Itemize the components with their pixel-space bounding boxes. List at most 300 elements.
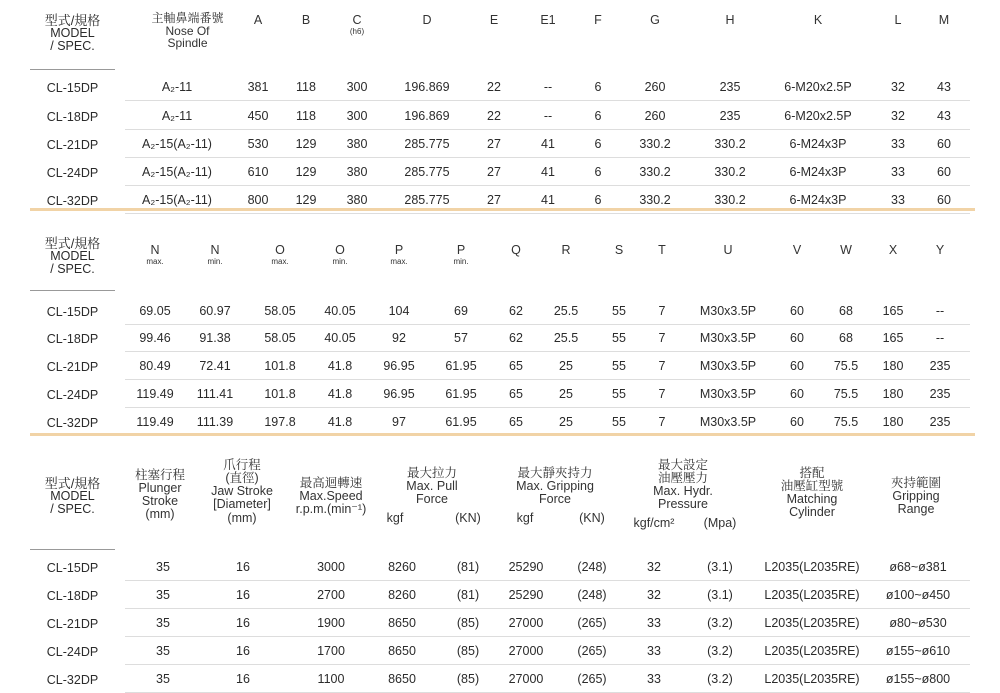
row-separator xyxy=(125,129,970,130)
table-cell: 101.8 xyxy=(264,387,296,401)
table-cell: 61.95 xyxy=(445,415,477,429)
table-cell: 1700 xyxy=(317,644,345,658)
table-cell: 33 xyxy=(647,672,661,686)
row-separator xyxy=(125,351,970,352)
model-header-en2: / SPEC. xyxy=(50,501,95,516)
table-cell: 111.41 xyxy=(196,387,234,401)
table-cell: 27000 xyxy=(508,616,544,630)
table-cell: 27 xyxy=(487,137,501,151)
column-header xyxy=(688,244,768,257)
model-name: CL-24DP xyxy=(46,166,99,180)
table-cell: 235 xyxy=(719,109,741,123)
table-cell: A₂-11 xyxy=(161,80,193,94)
table-cell: M30x3.5P xyxy=(699,304,757,318)
table-cell: 25 xyxy=(559,387,573,401)
table-cell: 75.5 xyxy=(833,387,859,401)
table-cell: 6-M24x3P xyxy=(789,137,847,151)
model-name: CL-32DP xyxy=(46,194,99,208)
table-cell: 55 xyxy=(612,331,626,345)
column-header-label: X xyxy=(888,243,898,257)
table-cell: 55 xyxy=(612,387,626,401)
column-header-label: E xyxy=(489,13,499,27)
section-divider-2 xyxy=(30,433,975,436)
column-header-label: K xyxy=(813,13,823,27)
column-header xyxy=(900,244,980,257)
column-header-label: C xyxy=(352,13,362,27)
table-cell: 165 xyxy=(882,304,904,318)
column-header xyxy=(904,14,984,27)
column-header-sub: min. xyxy=(207,257,223,267)
table-cell: 330.2 xyxy=(714,137,746,151)
column-header: 爪行程 (直徑) Jaw Stroke [Diameter] (mm) xyxy=(211,458,273,525)
spec-table-section-2 xyxy=(0,215,1000,437)
column-header-sub: max. xyxy=(271,257,289,267)
header-divider xyxy=(30,290,115,291)
table-cell: 60.97 xyxy=(199,304,231,318)
table-cell: 62 xyxy=(509,331,523,345)
header-nose-en1: Nose Of xyxy=(165,23,210,38)
table-cell: A₂-15(A₂-11) xyxy=(142,165,212,179)
row-separator xyxy=(125,157,970,158)
model-header-en1: MODEL xyxy=(50,249,95,263)
column-header-label: P xyxy=(394,243,404,257)
table-cell: 380 xyxy=(346,165,368,179)
table-cell: 196.869 xyxy=(404,80,450,94)
column-header-sub: (h6) xyxy=(349,27,365,37)
model-name: CL-21DP xyxy=(46,617,99,631)
table-cell: 33 xyxy=(891,165,905,179)
table-cell: 60 xyxy=(790,415,804,429)
spec-table-section-1 xyxy=(0,0,1000,213)
model-header-zh: 型式/規格 xyxy=(44,236,101,251)
table-cell: 55 xyxy=(612,415,626,429)
table-cell: 35 xyxy=(156,588,170,602)
table-cell: 69 xyxy=(454,304,468,318)
column-header-label: D xyxy=(422,13,432,27)
column-header-label: P xyxy=(456,243,466,257)
column-header: 柱塞行程 Plunger Stroke (mm) xyxy=(134,468,185,522)
table-cell: 32 xyxy=(647,560,661,574)
table-cell: 22 xyxy=(487,80,501,94)
column-header-label: W xyxy=(840,243,852,257)
table-cell: 16 xyxy=(236,672,250,686)
table-cell: 7 xyxy=(658,331,666,345)
table-cell: (85) xyxy=(456,616,480,630)
column-header: (Mpa) xyxy=(703,516,737,530)
table-cell: M30x3.5P xyxy=(699,359,757,373)
column-header-sub: min. xyxy=(453,257,469,267)
column-header-sub: max. xyxy=(146,257,164,267)
table-cell: 330.2 xyxy=(714,193,746,207)
table-cell: 43 xyxy=(937,80,951,94)
table-cell: (85) xyxy=(456,672,480,686)
table-cell: 32 xyxy=(891,109,905,123)
table-cell: 65 xyxy=(509,359,523,373)
table-cell: ø155~ø610 xyxy=(885,644,951,658)
column-header-sub: max. xyxy=(390,257,408,267)
table-cell: 32 xyxy=(647,588,661,602)
table-cell: 330.2 xyxy=(639,165,671,179)
table-cell: 610 xyxy=(247,165,269,179)
table-cell: 180 xyxy=(882,359,904,373)
table-cell: 8650 xyxy=(388,616,416,630)
column-header: kgf/cm² xyxy=(633,516,675,530)
table-cell: 60 xyxy=(790,331,804,345)
table-cell: (81) xyxy=(456,560,480,574)
model-spec-header-2 xyxy=(30,237,115,275)
row-separator xyxy=(125,580,970,581)
model-header-en1: MODEL xyxy=(50,489,95,503)
table-cell: 8650 xyxy=(388,644,416,658)
header-divider xyxy=(30,549,115,550)
table-cell: 25 xyxy=(559,359,573,373)
table-cell: 119.49 xyxy=(136,387,174,401)
table-cell: 6-M20x2.5P xyxy=(784,109,852,123)
column-header xyxy=(317,14,397,37)
table-cell: 55 xyxy=(612,304,626,318)
spec-table-section-3 xyxy=(0,437,1000,692)
table-cell: 6-M24x3P xyxy=(789,193,847,207)
column-header: kgf xyxy=(516,511,534,525)
table-cell: 60 xyxy=(937,193,951,207)
row-separator xyxy=(125,608,970,609)
column-header-label: O xyxy=(275,243,285,257)
table-cell: 300 xyxy=(346,80,368,94)
table-cell: 41.8 xyxy=(327,387,353,401)
column-header xyxy=(778,14,858,27)
table-cell: 61.95 xyxy=(445,387,477,401)
table-cell: 330.2 xyxy=(714,165,746,179)
table-cell: 75.5 xyxy=(833,359,859,373)
table-cell: 118 xyxy=(296,80,316,94)
table-cell: (248) xyxy=(577,588,607,602)
table-cell: 380 xyxy=(346,137,368,151)
table-cell: 60 xyxy=(790,304,804,318)
column-header: 最大設定 油壓壓力 Max. Hydr. Pressure xyxy=(653,458,713,512)
column-header-label: A xyxy=(253,13,263,27)
model-name: CL-18DP xyxy=(46,110,99,124)
table-cell: 41 xyxy=(541,193,555,207)
column-header xyxy=(690,14,770,27)
table-cell: 330.2 xyxy=(639,193,671,207)
row-separator xyxy=(125,213,970,214)
table-cell: 119.49 xyxy=(136,415,174,429)
table-cell: 285.775 xyxy=(404,165,450,179)
table-cell: 96.95 xyxy=(383,359,415,373)
table-cell: -- xyxy=(935,304,945,318)
table-cell: 7 xyxy=(658,387,666,401)
model-header-zh: 型式/規格 xyxy=(44,13,101,28)
row-separator xyxy=(125,100,970,101)
model-name: CL-21DP xyxy=(46,360,99,374)
model-name: CL-32DP xyxy=(46,673,99,687)
row-separator xyxy=(125,407,970,408)
table-cell: 165 xyxy=(882,331,904,345)
row-separator xyxy=(125,664,970,665)
column-header: kgf xyxy=(386,511,404,525)
table-cell: 3000 xyxy=(317,560,345,574)
column-header-label: L xyxy=(894,13,902,27)
table-cell: L2035(L2035RE) xyxy=(764,588,860,602)
table-cell: 61.95 xyxy=(445,359,477,373)
table-cell: 65 xyxy=(509,387,523,401)
table-cell: 180 xyxy=(882,387,904,401)
table-cell: 43 xyxy=(937,109,951,123)
table-cell: ø100~ø450 xyxy=(885,588,951,602)
column-header-label: N xyxy=(150,243,160,257)
table-cell: (3.2) xyxy=(707,672,733,686)
table-cell: 7 xyxy=(658,415,666,429)
table-cell: A₂-11 xyxy=(161,109,193,123)
table-cell: 27 xyxy=(487,165,501,179)
table-cell: 118 xyxy=(296,109,316,123)
model-name: CL-18DP xyxy=(46,332,99,346)
table-cell: 25 xyxy=(559,415,573,429)
table-cell: 60 xyxy=(790,359,804,373)
table-cell: 235 xyxy=(719,80,741,94)
header-nose-zh: 主軸鼻端番號 xyxy=(151,11,224,25)
column-header-label: S xyxy=(614,243,624,257)
table-cell: 41.8 xyxy=(327,359,353,373)
table-cell: 33 xyxy=(891,193,905,207)
table-cell: 25290 xyxy=(508,560,544,574)
table-cell: 41 xyxy=(541,165,555,179)
table-cell: 68 xyxy=(839,304,853,318)
table-cell: 60 xyxy=(790,387,804,401)
table-cell: A₂-15(A₂-11) xyxy=(142,137,212,151)
column-header-label: U xyxy=(723,243,733,257)
table-cell: 65 xyxy=(509,415,523,429)
header-divider xyxy=(30,69,115,70)
table-cell: 33 xyxy=(647,616,661,630)
table-cell: 57 xyxy=(454,331,468,345)
table-cell: 235 xyxy=(929,359,951,373)
table-cell: 8650 xyxy=(388,672,416,686)
table-cell: 380 xyxy=(346,193,368,207)
column-header: (KN) xyxy=(455,511,481,525)
table-cell: 27000 xyxy=(508,644,544,658)
table-cell: 69.05 xyxy=(139,304,171,318)
table-cell: (3.2) xyxy=(707,616,733,630)
table-cell: M30x3.5P xyxy=(699,387,757,401)
table-cell: 7 xyxy=(658,304,666,318)
table-cell: 35 xyxy=(156,672,170,686)
table-cell: 6-M24x3P xyxy=(789,165,847,179)
model-name: CL-24DP xyxy=(46,388,99,402)
table-cell: 6 xyxy=(594,165,602,179)
table-cell: 25290 xyxy=(508,588,544,602)
model-name: CL-24DP xyxy=(46,645,99,659)
row-separator xyxy=(125,636,970,637)
table-cell: L2035(L2035RE) xyxy=(764,560,860,574)
column-header: (KN) xyxy=(579,511,605,525)
table-cell: 101.8 xyxy=(264,359,296,373)
table-cell: ø68~ø381 xyxy=(889,560,947,574)
table-cell: 2700 xyxy=(317,588,345,602)
model-header-zh: 型式/規格 xyxy=(44,476,101,491)
table-cell: 196.869 xyxy=(404,109,450,123)
table-cell: (248) xyxy=(577,560,607,574)
table-cell: 16 xyxy=(236,644,250,658)
header-nose-en2: Spindle xyxy=(167,36,208,51)
table-cell: 32 xyxy=(891,80,905,94)
column-header-label: R xyxy=(561,243,571,257)
column-header-label: O xyxy=(335,243,345,257)
table-cell: 41 xyxy=(541,137,555,151)
table-cell: 25.5 xyxy=(553,331,579,345)
table-cell: L2035(L2035RE) xyxy=(764,644,860,658)
table-cell: 41.8 xyxy=(327,415,353,429)
table-cell: (3.1) xyxy=(707,588,733,602)
table-cell: 330.2 xyxy=(639,137,671,151)
column-header-label: F xyxy=(594,13,602,27)
table-cell: -- xyxy=(935,331,945,345)
column-header: 最高迴轉速 Max.Speed r.p.m.(min⁻¹) xyxy=(295,476,367,517)
table-cell: 91.38 xyxy=(199,331,231,345)
table-cell: ø155~ø800 xyxy=(885,672,951,686)
table-cell: 58.05 xyxy=(264,304,296,318)
table-cell: 104 xyxy=(388,304,410,318)
table-cell: 285.775 xyxy=(404,193,450,207)
table-cell: ø80~ø530 xyxy=(889,616,947,630)
table-cell: 27000 xyxy=(508,672,544,686)
table-cell: 33 xyxy=(891,137,905,151)
model-header-en2: / SPEC. xyxy=(50,261,95,276)
model-name: CL-32DP xyxy=(46,416,99,430)
table-cell: L2035(L2035RE) xyxy=(764,672,860,686)
table-cell: 235 xyxy=(929,415,951,429)
table-cell: 6-M20x2.5P xyxy=(784,80,852,94)
table-cell: 40.05 xyxy=(324,304,356,318)
table-cell: 800 xyxy=(247,193,269,207)
table-cell: -- xyxy=(543,80,553,94)
table-cell: 111.39 xyxy=(196,415,234,429)
table-cell: 60 xyxy=(937,165,951,179)
table-cell: 235 xyxy=(929,387,951,401)
table-cell: 530 xyxy=(247,137,269,151)
table-cell: 75.5 xyxy=(833,415,859,429)
model-name: CL-15DP xyxy=(46,305,99,319)
table-cell: 7 xyxy=(658,359,666,373)
table-cell: 58.05 xyxy=(264,331,296,345)
table-cell: 80.49 xyxy=(139,359,171,373)
table-cell: 97 xyxy=(392,415,406,429)
table-cell: 22 xyxy=(487,109,501,123)
table-cell: 16 xyxy=(236,616,250,630)
table-cell: M30x3.5P xyxy=(699,331,757,345)
table-cell: 35 xyxy=(156,560,170,574)
column-header-label: Y xyxy=(935,243,945,257)
table-cell: 381 xyxy=(247,80,269,94)
table-cell: (265) xyxy=(577,644,607,658)
table-cell: 96.95 xyxy=(383,387,415,401)
model-name: CL-15DP xyxy=(46,81,99,95)
column-header-label: B xyxy=(301,13,311,27)
column-header-label: M xyxy=(938,13,950,27)
column-header: 最大靜夾持力 Max. Gripping Force xyxy=(516,466,594,507)
table-cell: 99.46 xyxy=(139,331,171,345)
table-cell: 129 xyxy=(295,137,317,151)
table-cell: 68 xyxy=(839,331,853,345)
table-cell: 8260 xyxy=(388,560,416,574)
column-header-label: T xyxy=(658,243,666,257)
column-header: 最大拉力 Max. Pull Force xyxy=(406,466,458,507)
column-header-label: H xyxy=(725,13,735,27)
table-cell: (81) xyxy=(456,588,480,602)
row-separator xyxy=(125,185,970,186)
table-cell: (85) xyxy=(456,644,480,658)
table-cell: 33 xyxy=(647,644,661,658)
table-cell: 6 xyxy=(594,193,602,207)
column-header-label: E1 xyxy=(540,13,556,27)
table-cell: 62 xyxy=(509,304,523,318)
column-header-label: V xyxy=(792,243,802,257)
table-cell: 55 xyxy=(612,359,626,373)
table-cell: 129 xyxy=(295,193,317,207)
table-cell: 450 xyxy=(247,109,269,123)
model-header-en1: MODEL xyxy=(50,26,95,40)
column-header-label: G xyxy=(650,13,660,27)
table-cell: 6 xyxy=(594,109,602,123)
table-cell: 6 xyxy=(594,137,602,151)
model-name: CL-18DP xyxy=(46,589,99,603)
table-cell: 300 xyxy=(346,109,368,123)
table-cell: 60 xyxy=(937,137,951,151)
column-header-label: Q xyxy=(511,243,521,257)
table-cell: 1100 xyxy=(317,672,345,686)
table-cell: 180 xyxy=(882,415,904,429)
model-name: CL-21DP xyxy=(46,138,99,152)
table-cell: 40.05 xyxy=(324,331,356,345)
table-cell: L2035(L2035RE) xyxy=(764,616,860,630)
table-cell: 35 xyxy=(156,644,170,658)
row-separator xyxy=(125,379,970,380)
table-cell: 27 xyxy=(487,193,501,207)
table-cell: 6 xyxy=(594,80,602,94)
column-header-label: N xyxy=(210,243,220,257)
table-cell: M30x3.5P xyxy=(699,415,757,429)
table-cell: A₂-15(A₂-11) xyxy=(142,193,212,207)
table-cell: 16 xyxy=(236,588,250,602)
model-name: CL-15DP xyxy=(46,561,99,575)
table-cell: 72.41 xyxy=(199,359,231,373)
table-cell: 25.5 xyxy=(553,304,579,318)
table-cell: 35 xyxy=(156,616,170,630)
table-cell: (3.2) xyxy=(707,644,733,658)
column-header xyxy=(615,14,695,27)
table-cell: (265) xyxy=(577,672,607,686)
model-spec-header xyxy=(30,14,115,52)
table-cell: 1900 xyxy=(317,616,345,630)
table-cell: 8260 xyxy=(388,588,416,602)
table-cell: 285.775 xyxy=(404,137,450,151)
table-cell: (3.1) xyxy=(707,560,733,574)
table-cell: 16 xyxy=(236,560,250,574)
column-header: 夾持範圍 Gripping Range xyxy=(890,476,941,517)
model-header-en2: / SPEC. xyxy=(50,38,95,53)
table-cell: -- xyxy=(543,109,553,123)
table-cell: 260 xyxy=(644,109,666,123)
column-header: 搭配 油壓缸型號 Matching Cylinder xyxy=(780,466,844,520)
table-cell: 197.8 xyxy=(264,415,296,429)
row-separator xyxy=(125,324,970,325)
table-cell: 92 xyxy=(392,331,406,345)
section-divider-1 xyxy=(30,208,975,211)
table-cell: 129 xyxy=(295,165,317,179)
column-header-sub: min. xyxy=(332,257,348,267)
table-cell: 260 xyxy=(644,80,666,94)
table-cell: (265) xyxy=(577,616,607,630)
